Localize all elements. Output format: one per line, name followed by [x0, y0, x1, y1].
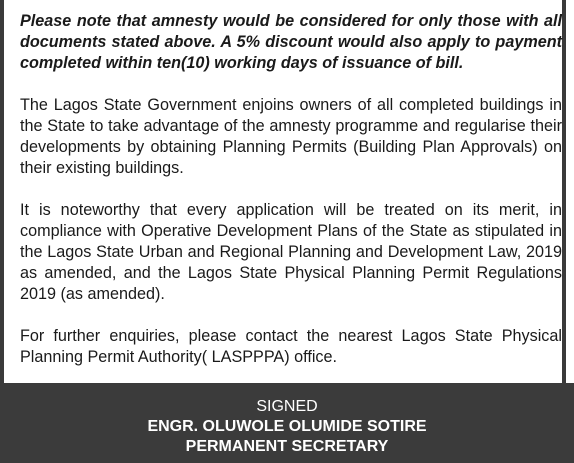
amnesty-note: Please note that amnesty would be considered for only those with all documents stated above. A 5% discount would also apply to payment completed within ten(10) working days of issuance of bill. — [20, 12, 562, 72]
paragraph-merit-compliance: It is noteworthy that every application will be treated on its merit, in compliance with Operative Development Plans of the State as stipulated in the Lagos State Urban and Regional Planning and Development Law, 2019 as amended, and the Lagos State Physical Planning Permit Regulations 2019 (as amended). — [20, 201, 562, 303]
signatory-title: PERMANENT SECRETARY — [185, 438, 389, 455]
signature-footer — [0, 383, 574, 463]
paragraph-enquiries: For further enquiries, please contact the nearest Lagos State Physical Planning Permit Authority( LASPPPA) office. — [20, 327, 562, 366]
paragraph-enjoin-owners: The Lagos State Government enjoins owners of all completed buildings in the State to take advantage of the amnesty programme and regularise their developments by obtaining Planning Permits (Building Plan Approvals) on their existing buildings. — [20, 96, 562, 177]
signatory-name: ENGR. OLUWOLE OLUMIDE SOTIRE — [147, 418, 427, 435]
signed-label: SIGNED — [256, 398, 318, 415]
notice-body — [20, 11, 562, 389]
